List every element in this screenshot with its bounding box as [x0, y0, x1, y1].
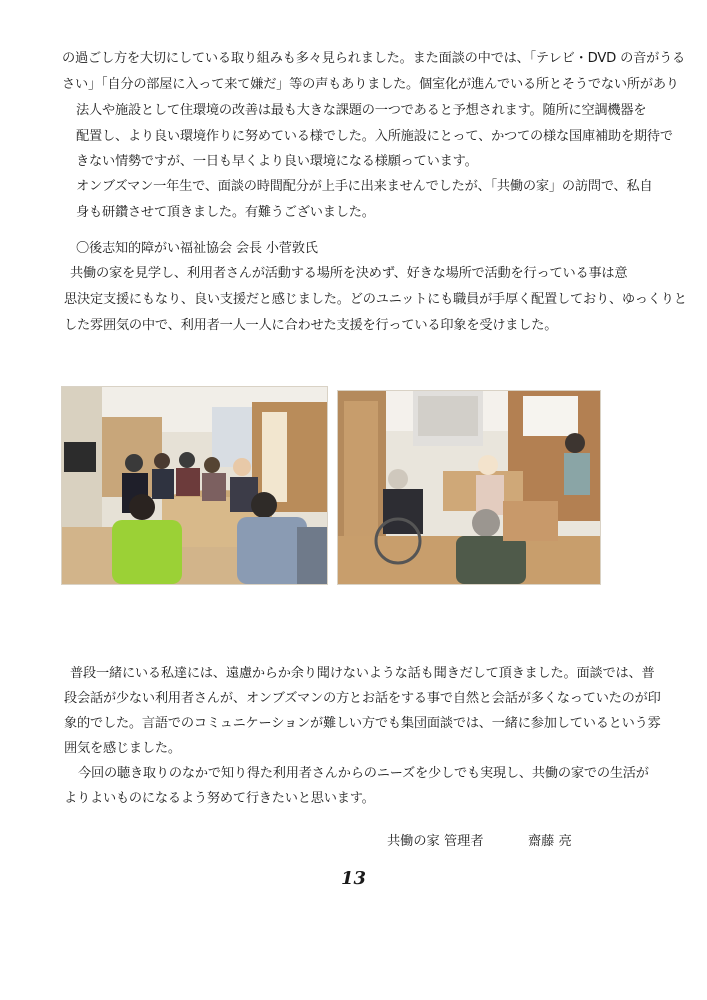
text-line: 段会話が少ない利用者さんが、オンブズマンの方とお話をする事で自然と会話が多くなっていたのが印 — [64, 691, 661, 706]
text-line: 今回の聴き取りのなかで知り得た利用者さんからのニーズを少しでも実現し、共働の家での生活が — [78, 766, 649, 781]
text-line: 共働の家を見学し、利用者さんが活動する場所を決めず、好きな場所で活動を行っている事は意 — [70, 266, 628, 281]
text-line: 思決定支援にもなり、良い支援だと感じました。どのユニットにも職員が手厚く配置しており、ゆっくりと — [64, 292, 687, 307]
photo-group-activity — [61, 386, 328, 585]
text-line: 囲気を感じました。 — [64, 741, 181, 756]
text-line: 象的でした。言語でのコミュニケーションが難しい方でも集団面談では、一緒に参加しているという雰 — [64, 716, 661, 731]
text-line: 身も研鑽させて頂きました。有難うございました。 — [76, 205, 375, 220]
signature-name: 齋藤 亮 — [528, 834, 572, 849]
text-line: 普段一緒にいる私達には、遠慮からか余り聞けないような話も聞きだして頂きました。面談では、普 — [70, 666, 655, 681]
section-heading: 〇後志知的障がい福祉協会 会長 小菅敦氏 — [76, 241, 318, 256]
text-line: の過ごし方を大切にしている取り組みも多々見られました。また面談の中では、「テレビ・DVD の音がうる — [62, 51, 686, 66]
text-line: きない情勢ですが、一日も早くより良い環境になる様願っています。 — [76, 154, 478, 169]
text-line: 法人や施設として住環境の改善は最も大きな課題の一つであると予想されます。随所に空調機器を — [76, 103, 647, 118]
page-number: 13 — [340, 868, 367, 889]
text-line: オンブズマン一年生で、面談の時間配分が上手に出来ませんでしたが、「共働の家」の訪問で、私自 — [76, 179, 653, 194]
signature-role: 共働の家 管理者 — [387, 834, 484, 849]
text-line: よりよいものになるよう努めて行きたいと思います。 — [64, 791, 375, 806]
photo-wheelchair-residents — [337, 390, 601, 585]
text-line: した雰囲気の中で、利用者一人一人に合わせた支援を行っている印象を受けました。 — [64, 318, 558, 333]
text-line: さい」「自分の部屋に入って来て嫌だ」等の声もありました。個室化が進んでいる所とそうでない所があり — [62, 77, 679, 92]
text-line: 配置し、より良い環境作りに努めている様でした。入所施設にとって、かつての様な国庫補助を期待で — [76, 129, 673, 144]
